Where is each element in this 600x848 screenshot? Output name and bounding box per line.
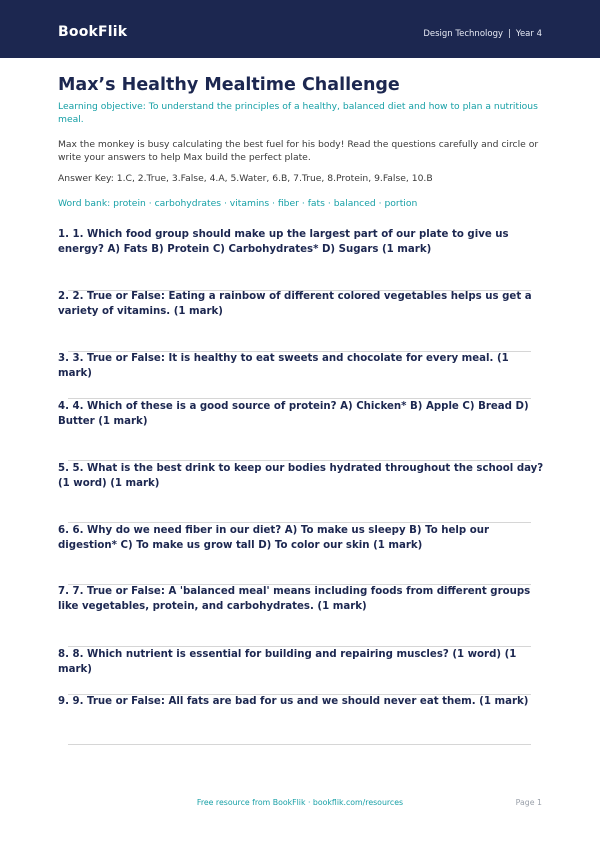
brand-logo[interactable]: BookFlik — [58, 24, 128, 40]
header-meta — [423, 0, 542, 58]
header-separator: | — [508, 29, 511, 39]
question-2: 2. 2. True or False: Eating a rainbow of different colored vegetables helps us get a variety of vitamins. (1 mark) — [58, 291, 532, 317]
year-label: Year 4 — [515, 29, 542, 39]
header-bar — [0, 0, 600, 58]
answer-line-9[interactable] — [68, 744, 531, 745]
footer-credit[interactable]: Free resource from BookFlik · bookflik.com/resources — [196, 798, 404, 807]
question-7: 7. 7. True or False: A 'balanced meal' means including foods from different groups like vegetables, protein, and carbohydrates. (1 mark) — [58, 586, 531, 612]
page-number: Page 1 — [515, 798, 542, 807]
word-bank: Word bank: protein · carbohydrates · vitamins · fiber · fats · balanced · portion — [58, 198, 418, 209]
page-title: Max’s Healthy Mealtime Challenge — [58, 75, 400, 95]
question-8: 8. 8. Which nutrient is essential for building and repairing muscles? (1 word) (1 mark) — [58, 649, 517, 675]
question-9: 9. 9. True or False: All fats are bad for us and we should never eat them. (1 mark) — [58, 696, 529, 707]
answer-key: Answer Key: 1.C, 2.True, 3.False, 4.A, 5.Water, 6.B, 7.True, 8.Protein, 9.False, 10.B — [58, 173, 433, 184]
question-1: 1. 1. Which food group should make up the largest part of our plate to give us energy? A) Fats B) Protein C) Carbohydrates* D) Sugars (1 mark) — [58, 229, 509, 255]
question-4: 4. 4. Which of these is a good source of protein? A) Chicken* B) Apple C) Bread D) Butter (1 mark) — [58, 401, 529, 427]
page-footer — [0, 798, 600, 818]
question-5: 5. 5. What is the best drink to keep our bodies hydrated throughout the school day? (1 word) (1 mark) — [58, 463, 544, 489]
intro-text: Max the monkey is busy calculating the best fuel for his body! Read the questions carefully and circle or write your answers to help Max build the perfect plate. — [58, 139, 539, 163]
question-3: 3. 3. True or False: It is healthy to eat sweets and chocolate for every meal. (1 mark) — [58, 353, 509, 379]
question-6: 6. 6. Why do we need fiber in our diet? A) To make us sleepy B) To help our digestion* C) To make us grow tall D) To color our skin (1 mark) — [58, 525, 490, 551]
learning-objective: Learning objective: To understand the principles of a healthy, balanced diet and how to plan a nutritious meal. — [58, 101, 538, 125]
subject-label: Design Technology — [423, 29, 504, 39]
